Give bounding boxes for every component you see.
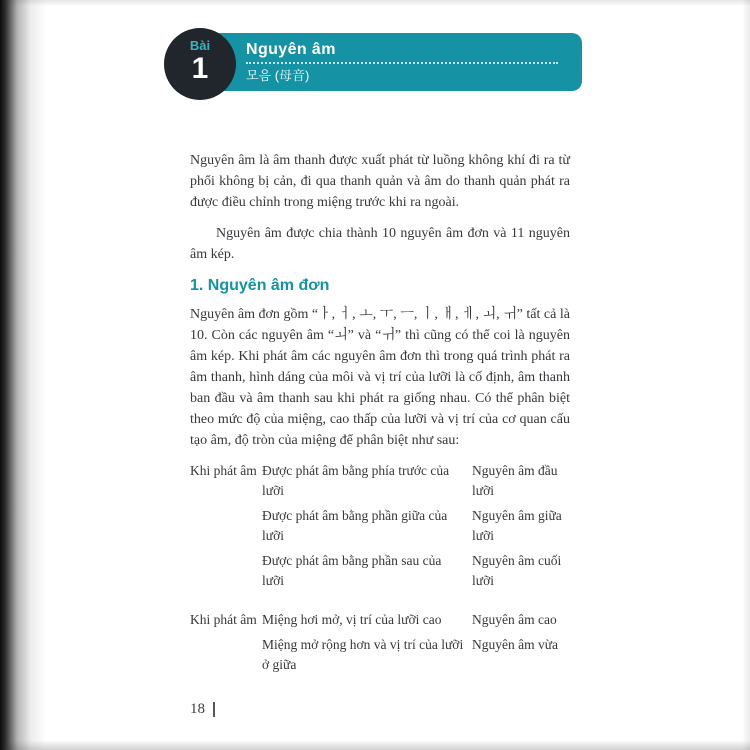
- table-row: [262, 635, 570, 675]
- table-row: [262, 461, 570, 501]
- dotted-divider: [246, 62, 558, 64]
- page-number-bar: [213, 702, 215, 717]
- paragraph-intro: Nguyên âm là âm thanh được xuất phát từ luồng không khí đi ra từ phổi không bị cản, đi qua thanh quản và âm do thanh quản phát ra được điều chỉnh trong miệng trước khi ra ngoài.: [190, 153, 570, 210]
- page-content: [190, 150, 570, 694]
- table-row-label: Khi phát âm: [190, 612, 257, 627]
- lesson-header-banner: [182, 33, 582, 91]
- table-row: [262, 551, 570, 591]
- scan-shadow-left: [0, 0, 46, 750]
- table-cell-description: Được phát âm bằng phần sau của lưỡi: [262, 553, 442, 588]
- scan-shadow-top: [0, 0, 750, 6]
- table-cell-term: Nguyên âm vừa: [472, 637, 559, 652]
- lesson-number: 1: [191, 52, 209, 85]
- scan-shadow-right: [742, 0, 750, 750]
- table-cell-term: Nguyên âm đầu lưỡi: [472, 463, 558, 498]
- table-cell-term: Nguyên âm giữa lưỡi: [472, 508, 562, 543]
- lesson-number-badge: [164, 28, 236, 100]
- pronunciation-table: [190, 461, 570, 680]
- table-row-label: Khi phát âm: [190, 463, 257, 478]
- table-group-tongue-position: [190, 461, 570, 596]
- table-cell-description: Miệng hơi mở, vị trí của lưỡi cao: [262, 612, 442, 627]
- paragraph-vowel-count: Nguyên âm được chia thành 10 nguyên âm đơn và 11 nguyên âm kép.: [190, 226, 570, 262]
- page-number: [190, 701, 215, 718]
- table-group-rows: [262, 610, 570, 680]
- lesson-label: Bài: [189, 38, 211, 53]
- scan-shadow-bottom: [0, 740, 750, 750]
- table-group-rows: [262, 461, 570, 596]
- page-number-value: 18: [190, 701, 205, 717]
- section-heading-single-vowels: 1. Nguyên âm đơn: [190, 277, 330, 294]
- table-cell-description: Được phát âm bằng phần giữa của lưỡi: [262, 508, 448, 543]
- table-row: [262, 610, 570, 630]
- lesson-title: Nguyên âm: [246, 41, 336, 58]
- table-cell-description: Miệng mở rộng hơn và vị trí của lưỡi ở giữa: [262, 637, 464, 672]
- table-cell-term: Nguyên âm cao: [472, 612, 557, 627]
- table-cell-description: Được phát âm bằng phía trước của lưỡi: [262, 463, 450, 498]
- table-row: [262, 506, 570, 546]
- paragraph-single-vowels: Nguyên âm đơn gồm “ㅏ, ㅓ, ㅗ, ㅜ, ㅡ, ㅣ, ㅐ, ㅔ, ㅚ, ㅟ” tất cả là 10. Còn các nguyên âm “ㅚ” và “ㅟ” thì cũng có thể coi là nguyên âm kép. Khi phát âm các nguyên âm đơn thì trong quá trình phát ra âm thanh, hình dáng của môi và vị trí của lưỡi là cố định, âm thanh ban đầu và âm thanh sau khi phát ra giống nhau. Có thể phân biệt theo mức độ của miệng, cao thấp của lưỡi và vị trí của cơ quan cấu tạo âm, độ tròn của miệng để phân biệt như sau:: [190, 307, 570, 448]
- table-group-mouth-opening: [190, 610, 570, 680]
- table-cell-term: Nguyên âm cuối lưỡi: [472, 553, 562, 588]
- lesson-subtitle-korean: 모음 (母音): [246, 68, 310, 83]
